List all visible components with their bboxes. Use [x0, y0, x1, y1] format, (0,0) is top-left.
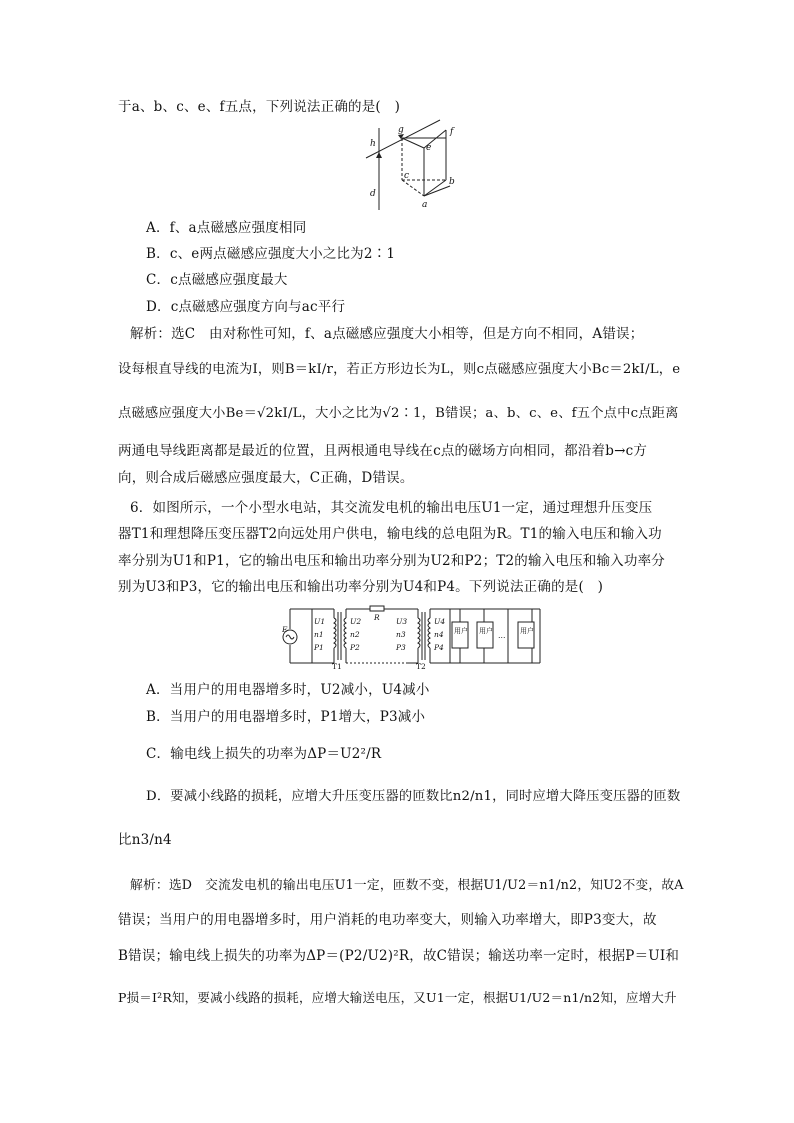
figure-power-transmission [282, 604, 547, 670]
user-label-1: 用户 [454, 627, 468, 635]
label-E: E [282, 625, 288, 634]
label-T2: T2 [416, 662, 426, 670]
label-n4: n4 [434, 630, 444, 639]
q5-option-b: B．c、e两点磁感应强度大小之比为2∶1 [146, 246, 396, 262]
q5-option-d: D．c点磁感应强度方向与ac平行 [146, 299, 346, 315]
q6-solution-line-1: 解析：选D 交流发电机的输出电压U1一定，匝数不变，根据U1/U2＝n1/n2，知U2不变，故A [130, 878, 684, 893]
q6-stem-line-1: 6．如图所示，一个小型水电站，其交流发电机的输出电压U1一定，通过理想升压变压 [130, 500, 653, 516]
q5-option-c: C．c点磁感应强度最大 [146, 272, 288, 288]
label-c: c [404, 171, 410, 181]
q6-solution-line-2: 错误；当用户的用电器增多时，用户消耗的电功率变大，则输入功率增大，即P3变大，故 [118, 912, 657, 928]
label-U1: U1 [314, 617, 326, 626]
label-R: R [374, 613, 380, 622]
label-P4: P4 [434, 643, 444, 652]
label-g: g [398, 125, 404, 135]
label-e: e [426, 143, 432, 153]
q6-option-c: C．输电线上损失的功率为ΔP＝U2²/R [146, 746, 382, 762]
resistor-R [370, 606, 384, 611]
label-b: b [449, 177, 455, 187]
user-box-3 [518, 622, 534, 648]
label-n2: n2 [350, 630, 360, 639]
q6-solution-line-4: P损＝I²R知，要减小线路的损耗，应增大输送电压，又U1一定，根据U1/U2＝n1/n2知，应增大升 [118, 990, 677, 1005]
label-U4: U4 [434, 617, 446, 626]
q6-stem-line-4: 别为U3和P3，它的输出电压和输出功率分别为U4和P4。下列说法正确的是( ) [118, 579, 604, 595]
user-box-2 [477, 622, 493, 648]
figure-cube-wires [360, 118, 480, 214]
label-U3: U3 [396, 617, 408, 626]
q6-stem-line-2: 器T1和理想降压变压器T2向远处用户供电，输电线的总电阻为R。T1的输入电压和输入功 [118, 526, 662, 542]
label-P1: P1 [314, 643, 324, 652]
label-T1: T1 [332, 662, 342, 670]
q5-solution-line-2: 设每根直导线的电流为I，则B＝kI/r，若正方形边长为L，则c点磁感应强度大小Bc＝2kI/L，e [118, 362, 681, 377]
q5-option-a: A．f、a点磁感应强度相同 [146, 220, 307, 236]
label-U2: U2 [350, 617, 362, 626]
q6-solution-line-3: B错误；输电线上损失的功率为ΔP＝(P2/U2)²R，故C错误；输送功率一定时，根据P＝UI和 [118, 948, 680, 964]
user-box-1 [452, 622, 468, 648]
q6-option-d-line-1: D．要减小线路的损耗，应增大升压变压器的匝数比n2/n1，同时应增大降压变压器的匝数 [146, 789, 681, 804]
label-P2: P2 [350, 643, 360, 652]
q6-option-a: A．当用户的用电器增多时，U2减小，U4减小 [146, 682, 430, 698]
label-d: d [370, 189, 376, 199]
question-5-stem-tail: 于a、b、c、e、f五点，下列说法正确的是( ) [118, 99, 401, 115]
label-a: a [422, 200, 428, 210]
user-ellipsis: … [498, 631, 506, 640]
q5-solution-line-1: 解析：选C 由对称性可知，f、a点磁感应强度大小相等，但是方向不相同，A错误； [130, 326, 644, 342]
label-n3: n3 [396, 630, 406, 639]
label-n1: n1 [314, 630, 324, 639]
q5-solution-line-5: 向，则合成后磁感应强度最大，C正确，D错误。 [118, 470, 414, 486]
user-label-3: 用户 [520, 627, 534, 635]
label-h: h [370, 139, 376, 149]
q6-option-b: B．当用户的用电器增多时，P1增大，P3减小 [146, 709, 426, 725]
label-P3: P3 [396, 643, 406, 652]
user-label-2: 用户 [479, 627, 493, 635]
label-f: f [450, 127, 454, 137]
q6-stem-line-3: 率分别为U1和P1，它的输出电压和输出功率分别为U2和P2；T2的输入电压和输入功率分 [118, 553, 665, 569]
q5-solution-line-3: 点磁感应强度大小Be＝√2kI/L，大小之比为√2∶1，B错误；a、b、c、e、f五个点中c点距离 [118, 406, 679, 421]
q5-solution-line-4: 两通电导线距离都是最近的位置，且两根通电导线在c点的磁场方向相同，都沿着b→c方 [118, 443, 648, 459]
q6-option-d-line-2: 比n3/n4 [118, 832, 172, 848]
